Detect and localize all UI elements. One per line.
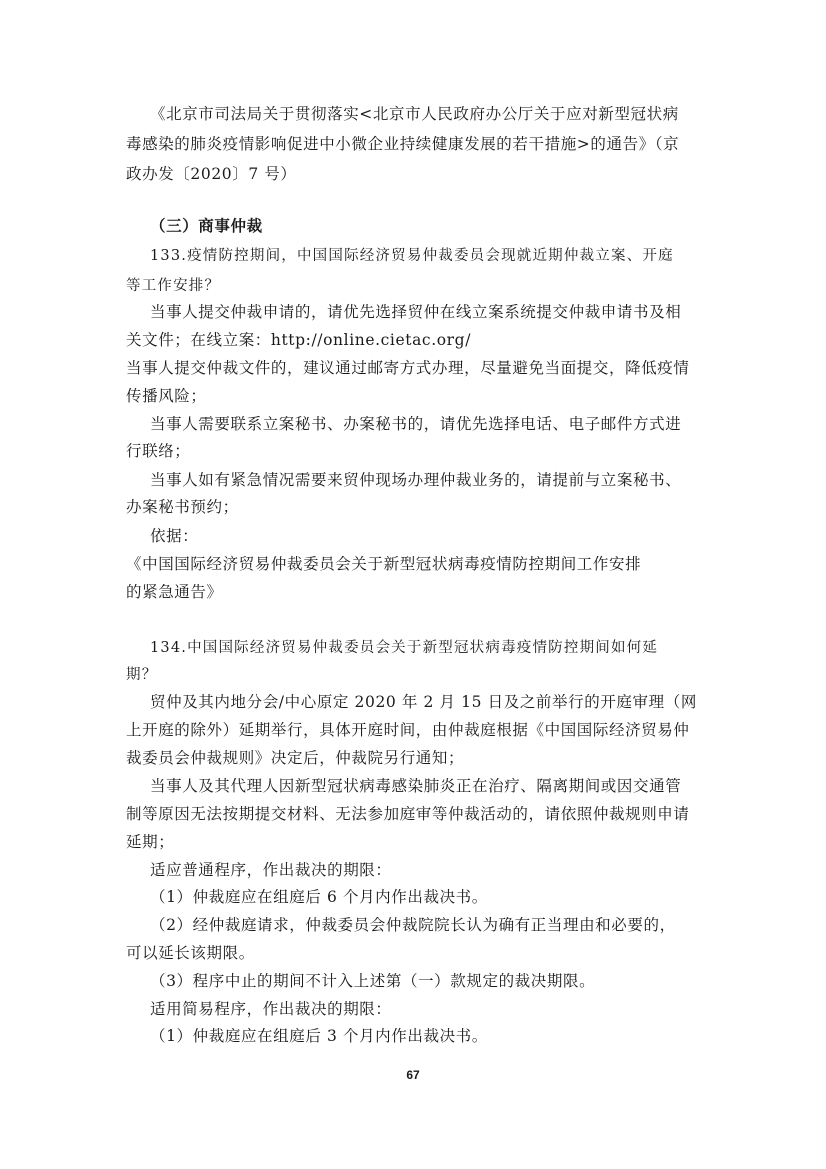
normal-procedure-item-1: （1）仲裁庭应在组庭后 6 个月内作出裁决书。 xyxy=(150,888,488,906)
answer-134-p1-line-3: 裁委员会仲裁规则》决定后，仲裁院另行通知； xyxy=(126,749,465,767)
answer-134-p1-line-1: 贸仲及其内地分会/中心原定 2020 年 2 月 15 日及之前举行的开庭审理（网 xyxy=(150,693,697,711)
normal-procedure-item-3: （3）程序中止的期间不计入上述第（一）款规定的裁决期限。 xyxy=(150,972,596,990)
simple-procedure-label: 适用简易程序，作出裁决的期限： xyxy=(150,1000,392,1018)
question-134-line-2: 期？ xyxy=(126,667,158,683)
answer-133-p3-line-2: 行联络； xyxy=(126,442,191,460)
question-134-line-1: 134.中国国际经济贸易仲裁委员会关于新型冠状病毒疫情防控期间如何延 xyxy=(150,640,659,656)
basis-label: 依据： xyxy=(150,527,199,545)
answer-133-p1-line-1: 当事人提交仲裁申请的，请优先选择贸仲在线立案系统提交仲裁申请书及相 xyxy=(150,303,682,321)
normal-procedure-item-2-line-1: （2）经仲裁庭请求，仲裁委员会仲裁院院长认为确有正当理由和必要的， xyxy=(150,916,676,934)
simple-procedure-item-1: （1）仲裁庭应在组庭后 3 个月内作出裁决书。 xyxy=(150,1027,488,1045)
basis-doc-line-2: 毒感染的肺炎疫情影响促进中小微企业持续健康发展的若干措施>的通告》（京 xyxy=(126,135,680,153)
answer-134-p2-line-1: 当事人及其代理人因新型冠状病毒感染肺炎正在治疗、隔离期间或因交通管 xyxy=(150,777,682,795)
page-number: 67 xyxy=(406,1068,420,1082)
basis-doc-133-line-2: 的紧急通告》 xyxy=(126,583,223,601)
normal-procedure-item-2-line-2: 可以延长该期限。 xyxy=(126,944,255,962)
normal-procedure-label: 适应普通程序，作出裁决的期限： xyxy=(150,861,392,879)
question-133-line-2: 等工作安排？ xyxy=(126,278,221,294)
answer-133-p3-line-1: 当事人需要联系立案秘书、办案秘书的，请优先选择电话、电子邮件方式进 xyxy=(150,415,682,433)
basis-doc-line-1: 《北京市司法局关于贯彻落实<北京市人民政府办公厅关于应对新型冠状病 xyxy=(150,105,679,123)
basis-doc-133-line-1: 《中国国际经济贸易仲裁委员会关于新型冠状病毒疫情防控期间工作安排 xyxy=(126,555,642,573)
answer-134-p2-line-3: 延期； xyxy=(126,833,175,851)
answer-133-p1-line-2: 关文件；在线立案：http://online.cietac.org/ xyxy=(126,331,472,349)
answer-133-p2-line-2: 传播风险； xyxy=(126,387,207,405)
answer-133-p2-line-1: 当事人提交仲裁文件的，建议通过邮寄方式办理，尽量避免当面提交，降低疫情 xyxy=(126,359,690,377)
question-133-line-1: 133.疫情防控期间，中国国际经济贸易仲裁委员会现就近期仲裁立案、开庭 xyxy=(150,248,674,264)
basis-doc-line-3: 政办发〔2020〕7 号） xyxy=(126,165,297,183)
answer-133-p4-line-2: 办案秘书预约； xyxy=(126,498,239,516)
section-heading: （三）商事仲裁 xyxy=(150,217,263,235)
answer-134-p1-line-2: 上开庭的除外）延期举行，具体开庭时间，由仲裁庭根据《中国国际经济贸易仲 xyxy=(126,721,690,739)
answer-134-p2-line-2: 制等原因无法按期提交材料、无法参加庭审等仲裁活动的，请依照仲裁规则申请 xyxy=(126,805,690,823)
answer-133-p4-line-1: 当事人如有紧急情况需要来贸仲现场办理仲裁业务的，请提前与立案秘书、 xyxy=(150,471,682,489)
